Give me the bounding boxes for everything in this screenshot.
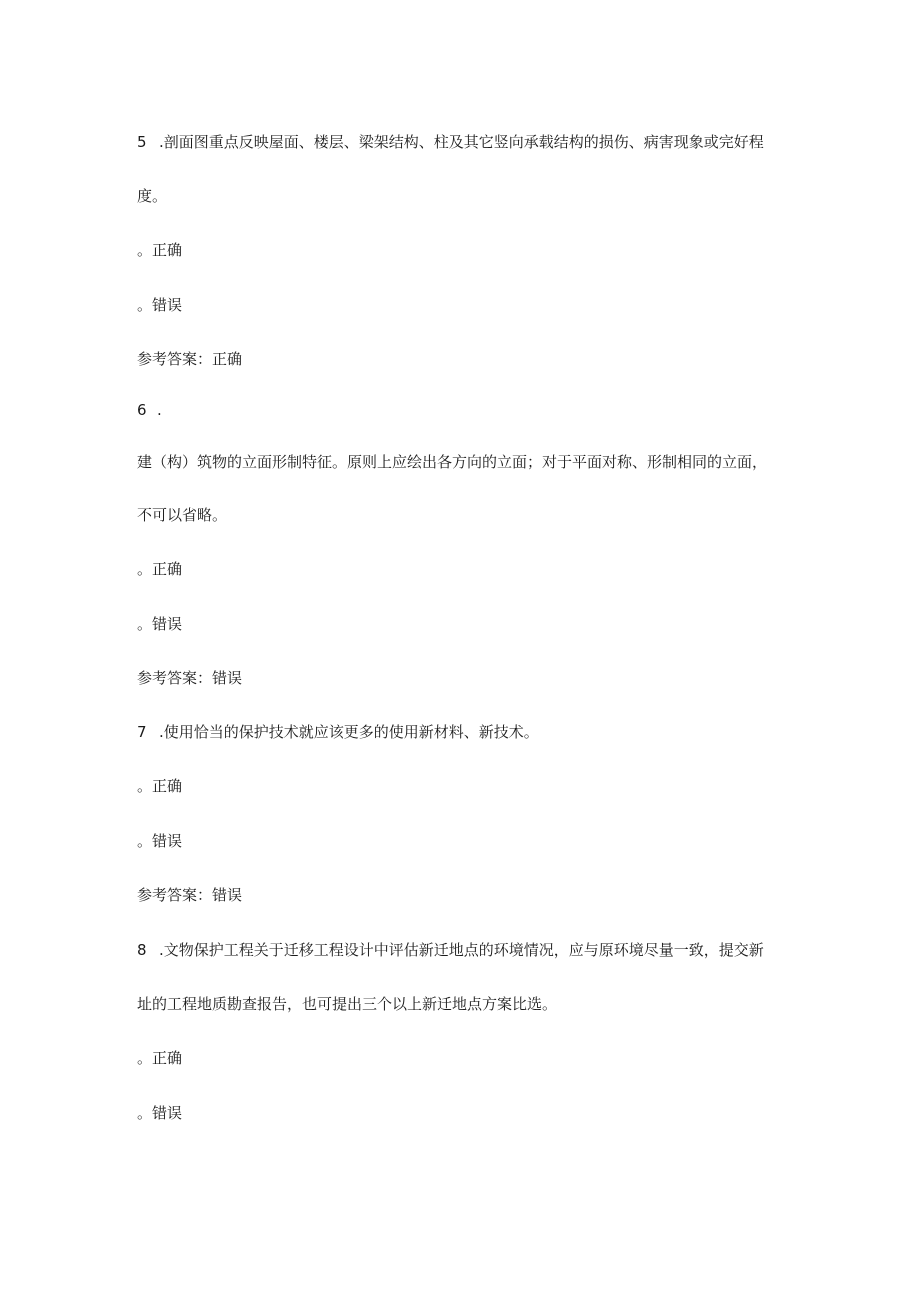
option-wrong: 。错误	[137, 832, 183, 850]
question-text: 度。	[137, 187, 168, 205]
answer-line: 参考答案：正确	[137, 350, 243, 368]
question-8-line-2	[137, 994, 557, 1014]
question-5-line-1	[137, 132, 764, 152]
option-wrong: 。错误	[137, 615, 183, 633]
question-text: 址的工程地质勘查报告，也可提出三个以上新迁地点方案比选。	[137, 995, 558, 1013]
question-6-line-1	[137, 452, 767, 472]
question-7-line-1	[137, 722, 539, 742]
question-text: .剖面图重点反映屋面、楼层、梁架结构、柱及其它竖向承载结构的损伤、病害现象或完好程	[159, 133, 764, 151]
question-number-suffix: .	[157, 401, 162, 419]
option-correct: 。正确	[137, 1049, 183, 1067]
question-6-line-2	[137, 505, 227, 525]
question-number: 8	[137, 941, 147, 959]
option-correct: 。正确	[137, 241, 183, 259]
question-8-line-1	[137, 940, 764, 960]
question-number: 6	[137, 401, 147, 419]
question-6-number-line	[137, 400, 162, 420]
option-correct: 。正确	[137, 777, 183, 795]
option-wrong: 。错误	[137, 296, 183, 314]
option-correct: 。正确	[137, 560, 183, 578]
question-text: 不可以省略。	[137, 506, 228, 524]
answer-line: 参考答案：错误	[137, 669, 243, 687]
question-number: 7	[137, 723, 147, 741]
question-text: 建（构）筑物的立面形制特征。原则上应绘出各方向的立面；对于平面对称、形制相同的立面，	[137, 453, 768, 471]
question-5-line-2	[137, 186, 167, 206]
answer-line: 参考答案：错误	[137, 886, 243, 904]
question-number: 5	[137, 133, 147, 151]
option-wrong: 。错误	[137, 1104, 183, 1122]
question-text: .文物保护工程关于迁移工程设计中评估新迁地点的环境情况，应与原环境尽量一致，提交新	[159, 941, 764, 959]
question-text: .使用恰当的保护技术就应该更多的使用新材料、新技术。	[159, 723, 539, 741]
